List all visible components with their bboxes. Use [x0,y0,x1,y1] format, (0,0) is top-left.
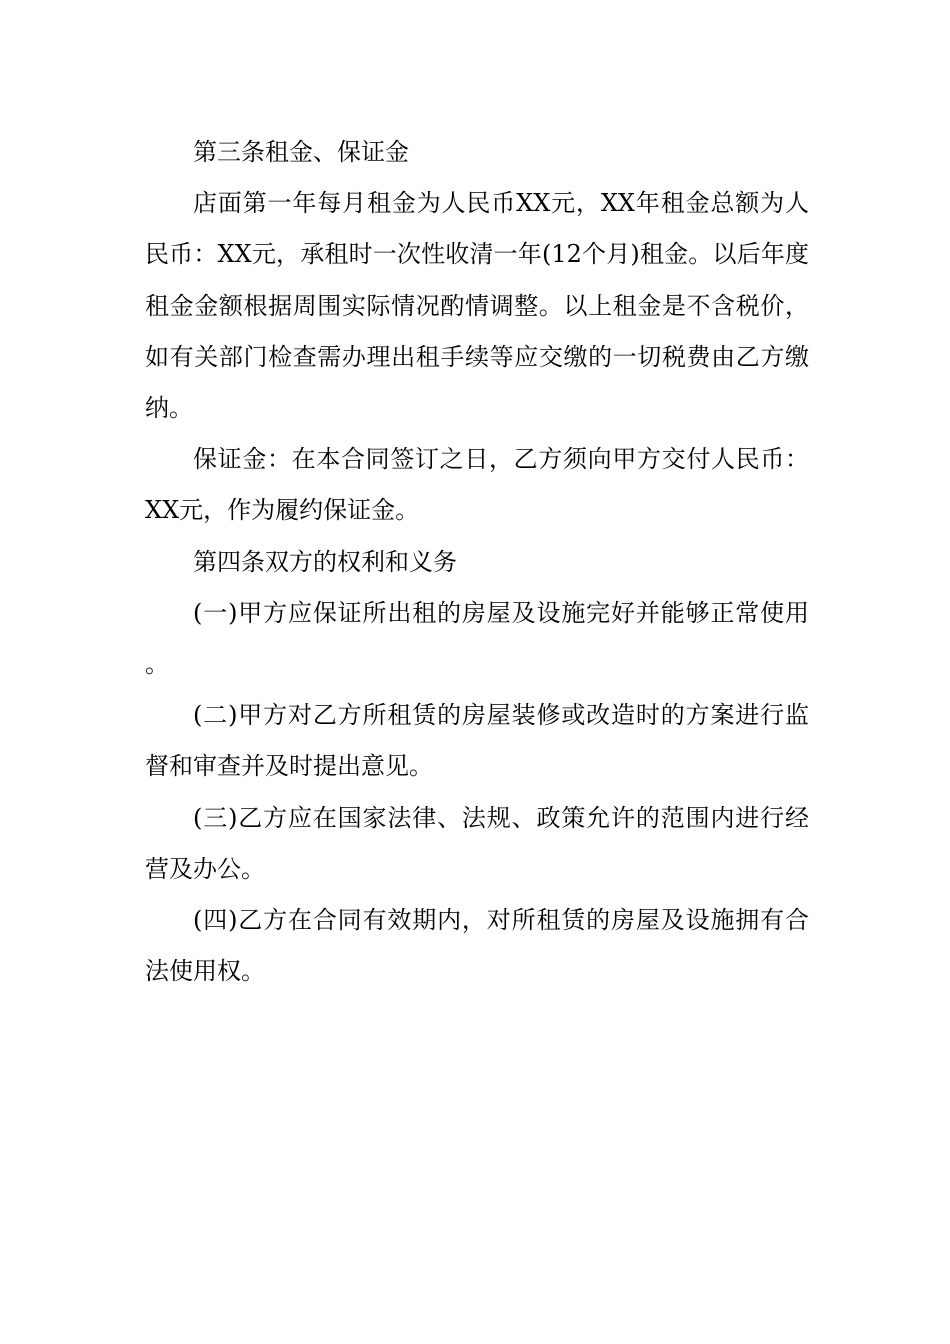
rent-paragraph: 店面第一年每月租金为人民币XX元，XX年租金总额为人民币：XX元，承租时一次性收清一年(12个月)租金。以后年度租金金额根据周围实际情况酌情调整。以上租金是不含税价，如有关部门检查需办理出租手续等应交缴的一切税费由乙方缴纳。 [145,189,809,423]
document-body [145,127,809,997]
article-4-heading: 第四条双方的权利和义务 [193,547,457,576]
article-3-heading: 第三条租金、保证金 [193,138,409,166]
clause-1-paragraph: (一)甲方应保证所出租的房屋及设施完好并能够正常使用。 [145,598,809,679]
clause-3-paragraph: (三)乙方应在国家法律、法规、政策允许的范围内进行经营及办公。 [145,803,809,883]
clause-4-paragraph: (四)乙方在合同有效期内，对所租赁的房屋及设施拥有合法使用权。 [145,906,809,986]
clause-2-paragraph: (二)甲方对乙方所租赁的房屋装修或改造时的方案进行监督和审查并及时提出意见。 [145,701,809,781]
deposit-paragraph: 保证金：在本合同签订之日，乙方须向甲方交付人民币：XX元，作为履约保证金。 [145,445,809,525]
